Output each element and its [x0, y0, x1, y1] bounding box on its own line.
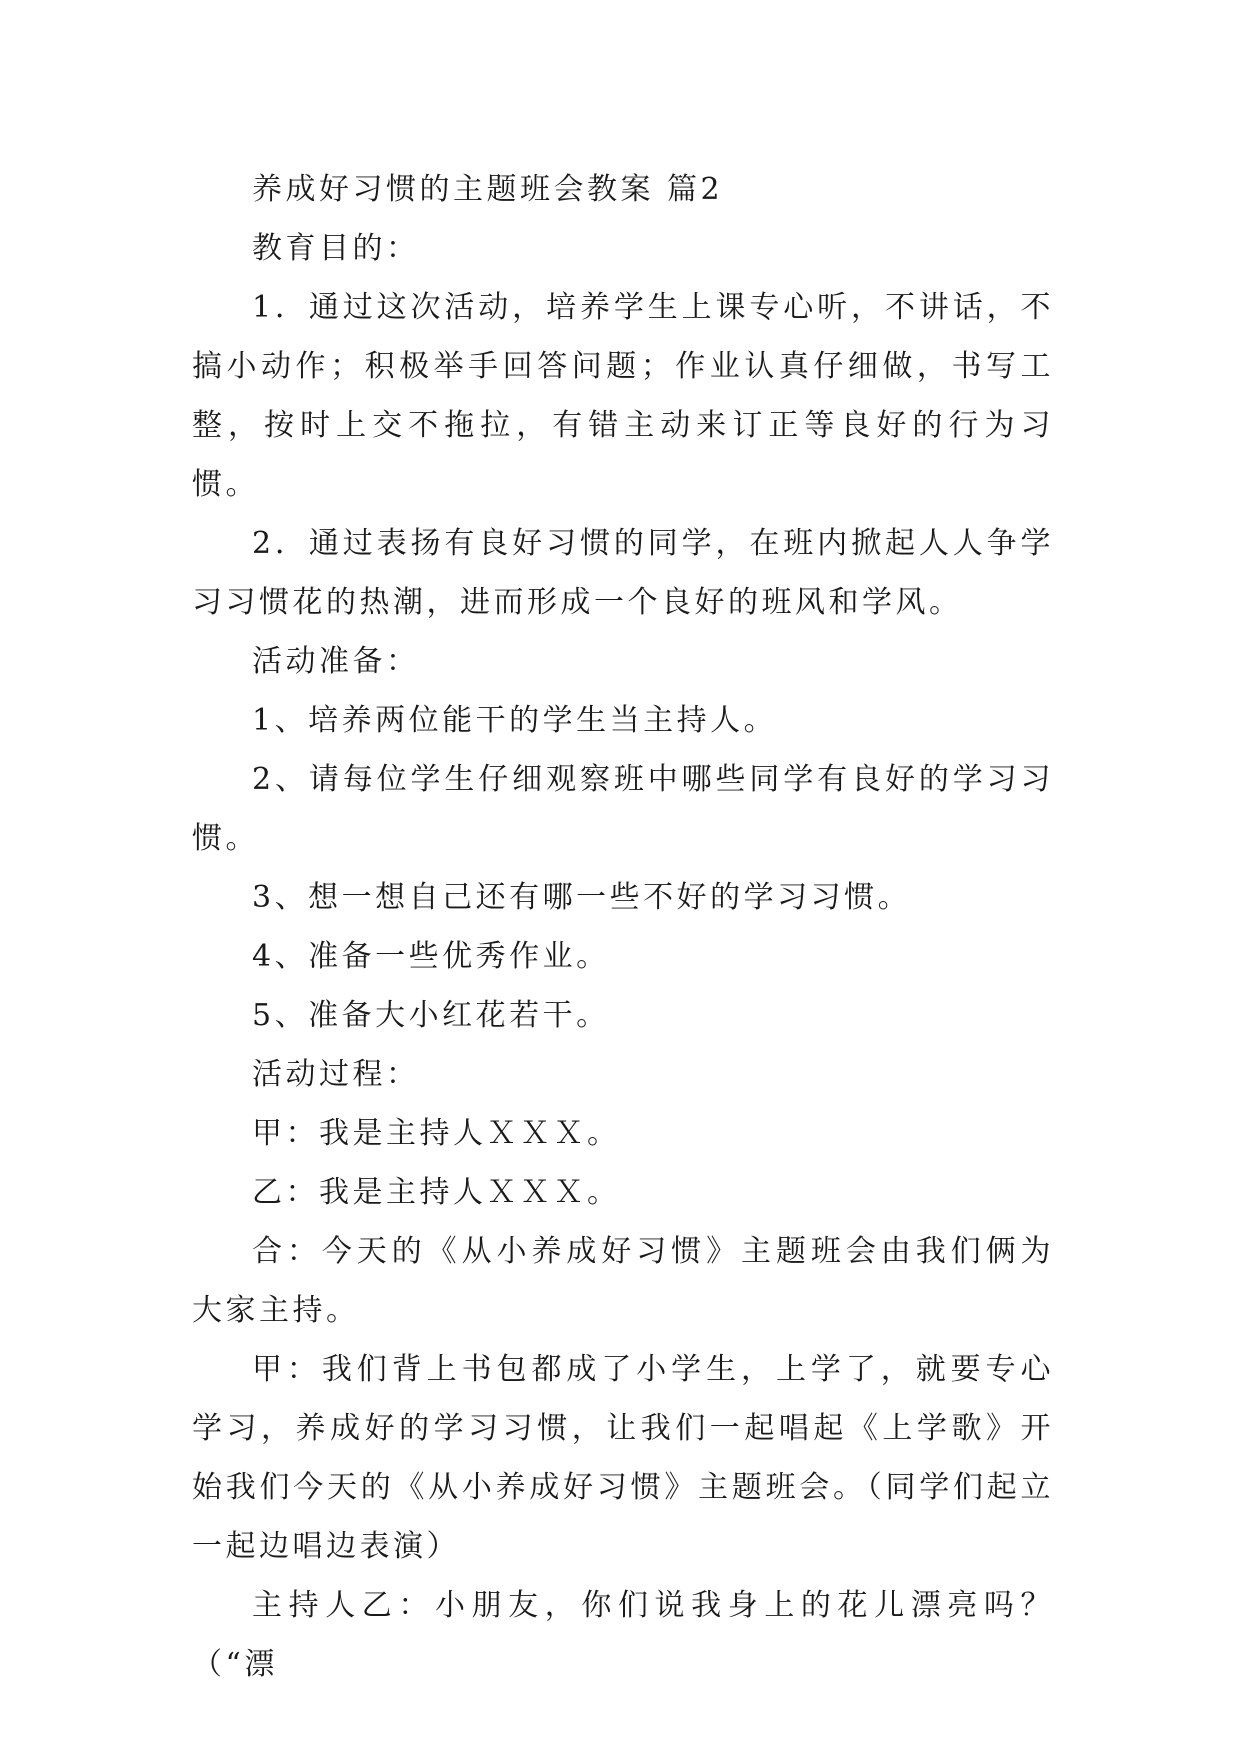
paragraph-goal-1: 1．通过这次活动，培养学生上课专心听，不讲话，不搞小动作；积极举手回答问题；作业认真仔细做，书写工整，按时上交不拖拉，有错主动来订正等良好的行为习惯。	[192, 290, 1054, 502]
paragraph-host-a-speech: 甲：我们背上书包都成了小学生，上学了，就要专心学习，养成好的学习习惯，让我们一起唱起《上学歌》开始我们今天的《从小养成好习惯》主题班会。（同学们起立一起边唱边表演）	[192, 1352, 1054, 1564]
paragraph-prep-5: 5、准备大小红花若干。	[252, 998, 610, 1033]
paragraph-education-goal-heading: 教育目的：	[252, 231, 420, 266]
paragraph-prep-1: 1、培养两位能干的学生当主持人。	[252, 703, 778, 738]
paragraph-prep-3: 3、想一想自己还有哪一些不好的学习习惯。	[252, 880, 912, 915]
paragraph-prep-4: 4、准备一些优秀作业。	[252, 939, 610, 974]
document-body	[192, 160, 1054, 1694]
paragraph-host-b-question: 主持人乙：小朋友，你们说我身上的花儿漂亮吗？（“漂	[192, 1588, 1054, 1682]
paragraph-host-a-intro: 甲：我是主持人ＸＸＸ。	[252, 1116, 621, 1151]
paragraph-prep-2: 2、请每位学生仔细观察班中哪些同学有良好的学习习惯。	[192, 762, 1054, 856]
paragraph-host-b-intro: 乙：我是主持人ＸＸＸ。	[252, 1175, 621, 1210]
paragraph-hosts-together: 合：今天的《从小养成好习惯》主题班会由我们俩为大家主持。	[192, 1234, 1054, 1328]
paragraph-preparation-heading: 活动准备：	[252, 644, 420, 679]
document-title: 养成好习惯的主题班会教案 篇2	[252, 172, 724, 207]
paragraph-process-heading: 活动过程：	[252, 1057, 420, 1092]
paragraph-goal-2: 2．通过表扬有良好习惯的同学，在班内掀起人人争学习习惯花的热潮，进而形成一个良好的班风和学风。	[192, 526, 1054, 620]
